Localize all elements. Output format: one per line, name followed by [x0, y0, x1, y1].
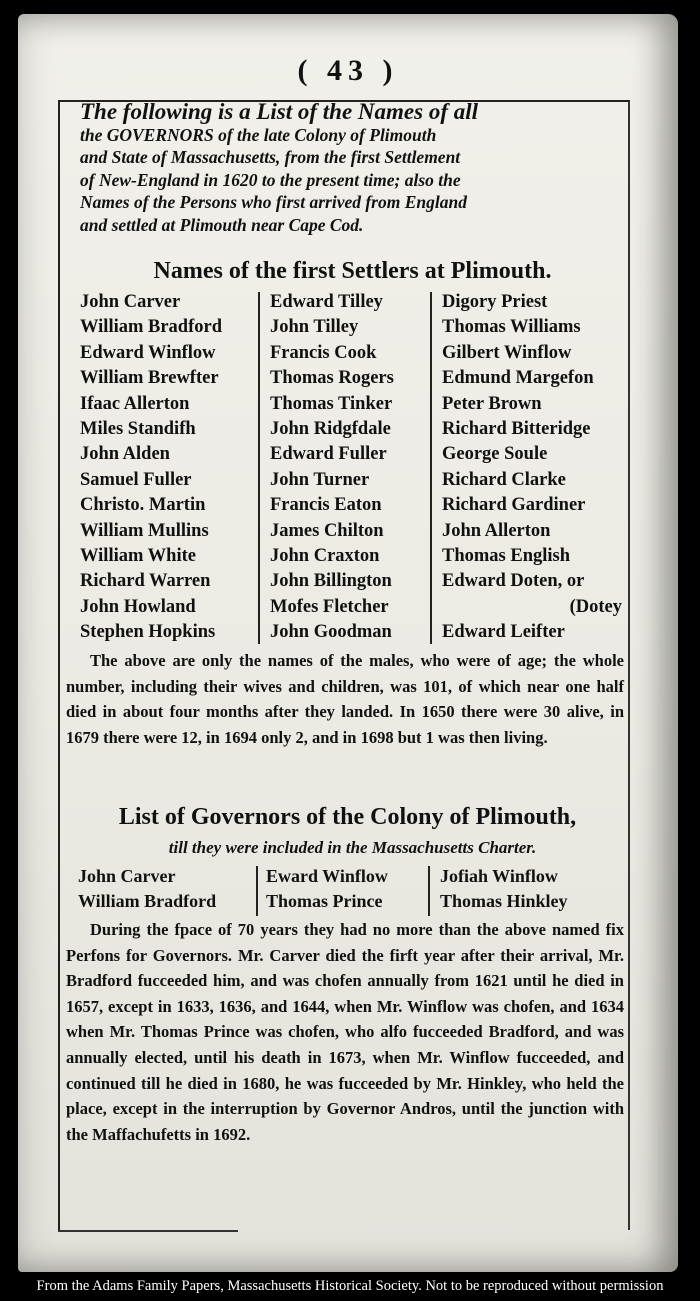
- column-divider: [256, 866, 258, 916]
- settlers-title: Names of the first Settlers at Plimouth.: [153, 258, 552, 284]
- settler-name: Digory Priest: [442, 292, 548, 312]
- governors-column-2: [266, 864, 388, 914]
- settler-name: Christo. Martin: [80, 495, 206, 516]
- settler-name: Gilbert Winflow: [442, 342, 572, 363]
- settler-name: Richard Clarke: [442, 469, 566, 490]
- governors-subtitle: till they were included in the Massachusetts Charter.: [168, 838, 537, 857]
- settler-name: William Bradford: [80, 317, 223, 338]
- settler-name: Francis Eaton: [270, 495, 382, 516]
- settlers-column-2: [270, 290, 394, 646]
- settler-name: Francis Cook: [270, 342, 377, 363]
- settler-name: Richard Gardiner: [442, 495, 586, 516]
- list-heading: [80, 101, 625, 236]
- settler-name: William White: [80, 546, 196, 567]
- settler-name: Edward Doten, or: [442, 571, 585, 592]
- heading-line-5: Names of the Persons who first arrived from England: [80, 192, 467, 212]
- heading-line-2: the GOVERNORS of the late Colony of Plimouth: [80, 124, 437, 145]
- paragraph-governors-note: [66, 917, 624, 1147]
- heading-line-4: of New-England in 1620 to the present time; also the: [80, 169, 461, 190]
- governor-name: Jofiah Winflow: [440, 866, 558, 886]
- settler-name: John Tilley: [270, 317, 359, 338]
- settler-name: Edward Winflow: [80, 342, 216, 363]
- column-divider: [430, 292, 432, 644]
- settler-name: William Brewfter: [80, 368, 219, 389]
- settler-name: Stephen Hopkins: [80, 622, 216, 643]
- settler-name: Mofes Fletcher: [270, 596, 389, 617]
- copyright-footer: From the Adams Family Papers, Massachusetts Historical Society. Not to be reproduced without permission: [36, 1278, 664, 1294]
- column-divider: [258, 292, 260, 644]
- settlers-column-3: [442, 290, 622, 646]
- settler-name: Edward Fuller: [270, 444, 387, 465]
- settler-name: William Mullins: [80, 520, 209, 541]
- settler-name: Miles Standifh: [80, 419, 196, 440]
- heading-line-3: and State of Massachusetts, from the first Settlement: [80, 147, 461, 167]
- settler-name: Thomas Williams: [442, 317, 581, 338]
- settler-name: Thomas English: [442, 546, 571, 567]
- settler-name: James Chilton: [270, 520, 384, 541]
- settler-name: John Howland: [80, 596, 196, 617]
- governor-name: Thomas Prince: [266, 891, 383, 911]
- settler-name: John Alden: [80, 444, 170, 465]
- governors-column-1: [78, 864, 216, 914]
- settler-name: (Dotey: [569, 596, 622, 617]
- settler-name: John Goodman: [270, 622, 392, 643]
- settler-name: Edmund Margefon: [442, 368, 594, 389]
- settler-name: Thomas Rogers: [270, 368, 394, 389]
- column-divider: [428, 866, 430, 916]
- governors-title: List of Governors of the Colony of Plimouth,: [118, 804, 577, 830]
- governor-name: Thomas Hinkley: [440, 891, 568, 911]
- heading-line-6: and settled at Plimouth near Cape Cod.: [80, 214, 364, 235]
- governors-column-3: [440, 864, 568, 914]
- paragraph-settlers-note: [66, 648, 624, 750]
- paragraph-text: The above are only the names of the males, who were of age; the whole number, including their wives and children, was 101, of which near one half died in about four months after they landed. In 1650 there were 30 alive, in 1679 there were 12, in 1694 only 2, and in 1698 but 1 was then living.: [66, 651, 624, 747]
- settler-name: Edward Tilley: [270, 292, 383, 312]
- settler-name: John Allerton: [442, 520, 551, 541]
- settler-name: Thomas Tinker: [270, 393, 393, 414]
- governor-name: William Bradford: [78, 891, 217, 911]
- governor-name: Eward Winflow: [266, 866, 388, 886]
- settler-name: John Turner: [270, 469, 370, 490]
- page-number: ( 43 ): [297, 54, 399, 87]
- paragraph-text: During the fpace of 70 years they had no more than the above named fix Perfons for Governors. Mr. Carver died the firft year after their arrival, Mr. Bradford fucceeded him, and was chofen annually from 1621 until he died in 1657, except in 1633, 1636, and 1644, when Mr. Winflow was chofen, and 1634 when Mr. Thomas Prince was chofen, who alfo fucceeded Bradford, and was annually elected, until his death in 1673, when Mr. Winflow fucceeded, and continued till he died in 1680, he was fucceeded by Mr. Hinkley, who held the place, except in the interruption by Governor Andros, until the junction with the Maffachufetts in 1692.: [66, 920, 624, 1144]
- frame-bottom-rule: [58, 1230, 238, 1232]
- settler-name: Richard Warren: [80, 571, 211, 592]
- settler-name: Edward Leifter: [442, 622, 565, 643]
- governor-name: John Carver: [78, 866, 176, 886]
- settler-name: John Carver: [80, 292, 181, 312]
- settlers-column-1: [80, 290, 222, 646]
- settler-name: John Billington: [270, 571, 392, 592]
- settler-name: John Ridgfdale: [270, 419, 391, 440]
- settler-name: Samuel Fuller: [80, 469, 192, 490]
- heading-line-1: The following is a List of the Names of all: [80, 99, 479, 124]
- settler-name: Richard Bitteridge: [442, 419, 591, 440]
- settler-name: John Craxton: [270, 546, 380, 567]
- settler-name: Peter Brown: [442, 393, 542, 414]
- settler-name: George Soule: [442, 444, 548, 465]
- settler-name: Ifaac Allerton: [80, 393, 190, 414]
